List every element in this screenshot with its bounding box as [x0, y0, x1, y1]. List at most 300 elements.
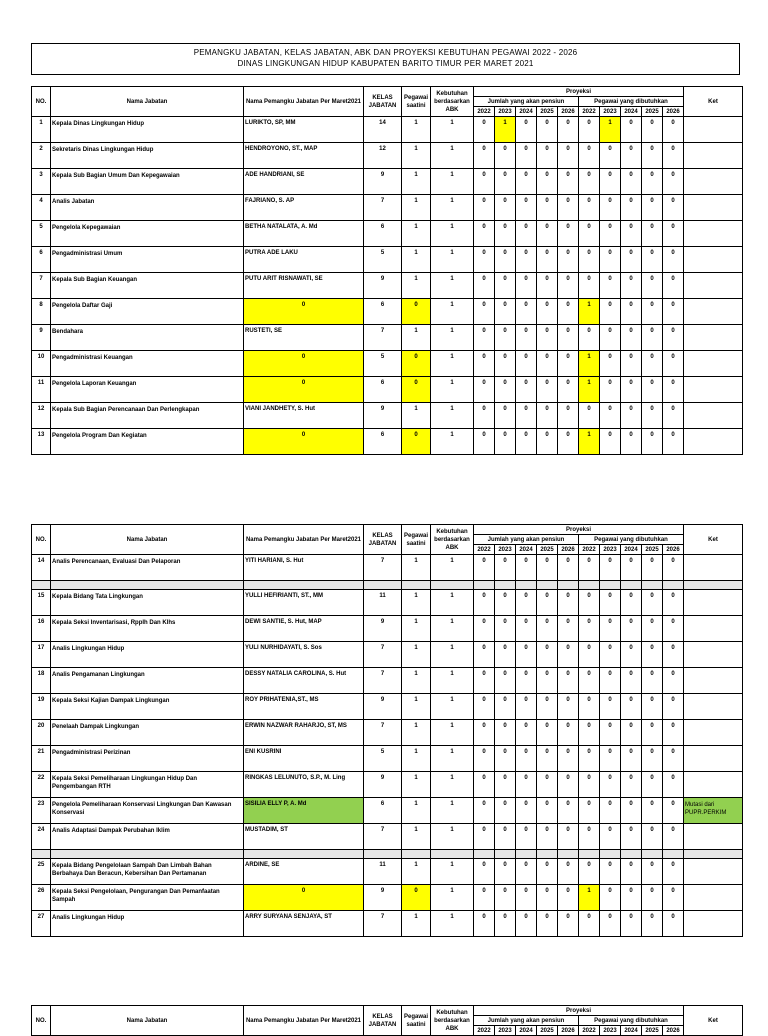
row-pensiun-value: 0 — [558, 351, 579, 377]
row-dibutuhkan-value: 0 — [579, 798, 600, 824]
row-jabatan: Kepala Bidang Pengelolaan Sampah Dan Limbah Bahan Berbahaya Dan Beracun, Kebersihan Dan Pertamanan — [51, 859, 244, 885]
row-pemangku: 0 — [244, 299, 364, 325]
row-pensiun-value: 0 — [516, 377, 537, 403]
header-year: 2023 — [495, 107, 516, 117]
row-dibutuhkan-value: 0 — [642, 746, 663, 772]
row-pegawai: 1 — [402, 195, 431, 221]
row-dibutuhkan-value: 0 — [642, 221, 663, 247]
row-ket — [684, 746, 743, 772]
header-pensiun: Jumlah yang akan pensiun — [474, 97, 579, 107]
row-abk: 1 — [431, 746, 474, 772]
header-year: 2024 — [621, 545, 642, 555]
header-pemangku: Nama Pemangku Jabatan Per Maret2021 — [244, 1006, 364, 1036]
row-ket — [684, 299, 743, 325]
header-kelas: KELAS JABATAN — [364, 1006, 402, 1036]
row-ket — [684, 429, 743, 455]
row-no: 21 — [32, 746, 51, 772]
row-pensiun-value: 0 — [537, 668, 558, 694]
row-pensiun-value: 0 — [474, 555, 495, 581]
row-pegawai: 1 — [402, 642, 431, 668]
row-jabatan: Pengelola Daftar Gaji — [51, 299, 244, 325]
row-dibutuhkan-value: 0 — [642, 247, 663, 273]
row-dibutuhkan-value: 0 — [600, 824, 621, 850]
row-jabatan: Analis Lingkungan Hidup — [51, 911, 244, 937]
row-pensiun-value: 0 — [558, 720, 579, 746]
row-abk: 1 — [431, 169, 474, 195]
header-dibutuhkan: Pegawai yang dibutuhkan — [579, 535, 684, 545]
row-abk: 1 — [431, 247, 474, 273]
row-pensiun-value: 0 — [537, 169, 558, 195]
row-dibutuhkan-value: 0 — [600, 351, 621, 377]
row-dibutuhkan-value: 0 — [663, 117, 684, 143]
header-dibutuhkan: Pegawai yang dibutuhkan — [579, 1016, 684, 1026]
row-dibutuhkan-value: 0 — [600, 694, 621, 720]
table-row — [32, 247, 743, 273]
row-pensiun-value: 0 — [558, 885, 579, 911]
row-dibutuhkan-value: 0 — [579, 911, 600, 937]
row-dibutuhkan-value: 0 — [600, 247, 621, 273]
header-proyeksi: Proyeksi — [474, 87, 684, 97]
row-pegawai: 1 — [402, 169, 431, 195]
row-no: 5 — [32, 221, 51, 247]
row-pegawai: 0 — [402, 429, 431, 455]
row-jabatan: Pengelola Kepegawaian — [51, 221, 244, 247]
row-dibutuhkan-value: 0 — [621, 169, 642, 195]
row-ket — [684, 169, 743, 195]
row-dibutuhkan-value: 0 — [663, 221, 684, 247]
row-dibutuhkan-value: 0 — [579, 403, 600, 429]
table-row — [32, 221, 743, 247]
row-ket — [684, 668, 743, 694]
row-dibutuhkan-value: 0 — [600, 642, 621, 668]
header-kelas: KELAS JABATAN — [364, 525, 402, 555]
row-pensiun-value: 0 — [495, 377, 516, 403]
row-abk: 1 — [431, 859, 474, 885]
row-dibutuhkan-value: 0 — [642, 798, 663, 824]
row-no: 9 — [32, 325, 51, 351]
header-pensiun: Jumlah yang akan pensiun — [474, 535, 579, 545]
row-pegawai: 1 — [402, 616, 431, 642]
row-dibutuhkan-value: 0 — [621, 642, 642, 668]
row-dibutuhkan-value: 0 — [621, 859, 642, 885]
row-pensiun-value: 0 — [516, 273, 537, 299]
row-dibutuhkan-value: 0 — [663, 668, 684, 694]
row-dibutuhkan-value: 0 — [642, 720, 663, 746]
row-dibutuhkan-value: 0 — [621, 590, 642, 616]
header-year: 2025 — [537, 545, 558, 555]
row-jabatan: Kepala Seksi Inventarisasi, Rpplh Dan Klhs — [51, 616, 244, 642]
header-year: 2026 — [663, 107, 684, 117]
row-pensiun-value: 0 — [495, 668, 516, 694]
row-pegawai: 1 — [402, 694, 431, 720]
row-pensiun-value: 0 — [474, 885, 495, 911]
header-no: NO. — [32, 1006, 51, 1036]
row-ket — [684, 616, 743, 642]
row-kelas: 6 — [364, 377, 402, 403]
row-pegawai: 1 — [402, 859, 431, 885]
row-abk: 1 — [431, 694, 474, 720]
row-ket — [684, 143, 743, 169]
row-pemangku: YITI HARIANI, S. Hut — [244, 555, 364, 581]
row-dibutuhkan-value: 0 — [642, 772, 663, 798]
row-dibutuhkan-value: 0 — [579, 143, 600, 169]
row-jabatan: Analis Pengamanan Lingkungan — [51, 668, 244, 694]
row-dibutuhkan-value: 0 — [600, 555, 621, 581]
header-nama-jabatan: Nama Jabatan — [51, 525, 244, 555]
row-pensiun-value: 0 — [537, 642, 558, 668]
row-dibutuhkan-value: 0 — [663, 555, 684, 581]
table-row — [32, 299, 743, 325]
row-dibutuhkan-value: 0 — [579, 273, 600, 299]
row-pensiun-value: 0 — [537, 325, 558, 351]
row-dibutuhkan-value: 0 — [663, 195, 684, 221]
row-no: 23 — [32, 798, 51, 824]
row-pemangku: RUSTETI, SE — [244, 325, 364, 351]
row-pensiun-value: 0 — [537, 429, 558, 455]
header-year: 2024 — [516, 545, 537, 555]
table-row — [32, 273, 743, 299]
row-pensiun-value: 0 — [558, 143, 579, 169]
row-pensiun-value: 0 — [516, 590, 537, 616]
row-pensiun-value: 0 — [558, 694, 579, 720]
row-kelas: 9 — [364, 616, 402, 642]
row-pensiun-value: 0 — [516, 555, 537, 581]
row-dibutuhkan-value: 0 — [579, 555, 600, 581]
row-pensiun-value: 0 — [495, 273, 516, 299]
row-pemangku: 0 — [244, 351, 364, 377]
row-abk: 1 — [431, 351, 474, 377]
row-no: 16 — [32, 616, 51, 642]
row-kelas: 7 — [364, 911, 402, 937]
row-kelas: 9 — [364, 169, 402, 195]
row-pegawai: 1 — [402, 772, 431, 798]
row-dibutuhkan-value: 0 — [600, 772, 621, 798]
row-dibutuhkan-value: 0 — [663, 247, 684, 273]
row-dibutuhkan-value: 0 — [621, 798, 642, 824]
row-dibutuhkan-value: 0 — [642, 642, 663, 668]
row-pensiun-value: 0 — [537, 351, 558, 377]
row-dibutuhkan-value: 1 — [579, 351, 600, 377]
row-abk: 1 — [431, 403, 474, 429]
row-no: 13 — [32, 429, 51, 455]
row-pensiun-value: 0 — [537, 859, 558, 885]
row-dibutuhkan-value: 0 — [579, 247, 600, 273]
row-pemangku: ROY PRIHATENIA,ST., MS — [244, 694, 364, 720]
row-no: 20 — [32, 720, 51, 746]
row-dibutuhkan-value: 0 — [621, 195, 642, 221]
row-pensiun-value: 0 — [495, 590, 516, 616]
row-pensiun-value: 0 — [495, 195, 516, 221]
header-year: 2022 — [579, 1026, 600, 1036]
row-jabatan: Analis Perencanaan, Evaluasi Dan Pelaporan — [51, 555, 244, 581]
row-no: 12 — [32, 403, 51, 429]
row-dibutuhkan-value: 0 — [600, 746, 621, 772]
row-ket — [684, 642, 743, 668]
row-dibutuhkan-value: 0 — [621, 325, 642, 351]
row-dibutuhkan-value: 0 — [642, 911, 663, 937]
row-pegawai: 0 — [402, 885, 431, 911]
row-pensiun-value: 0 — [537, 247, 558, 273]
row-dibutuhkan-value: 0 — [642, 117, 663, 143]
row-pegawai: 1 — [402, 668, 431, 694]
header-abk: Kebutuhan berdasarkan ABK — [431, 87, 474, 117]
row-pensiun-value: 0 — [516, 143, 537, 169]
row-pegawai: 0 — [402, 377, 431, 403]
row-pensiun-value: 0 — [537, 746, 558, 772]
row-pensiun-value: 0 — [495, 798, 516, 824]
row-pensiun-value: 0 — [537, 117, 558, 143]
row-kelas: 7 — [364, 824, 402, 850]
row-dibutuhkan-value: 0 — [621, 824, 642, 850]
row-pensiun-value: 0 — [516, 694, 537, 720]
row-pensiun-value: 0 — [537, 911, 558, 937]
row-kelas: 7 — [364, 195, 402, 221]
header-pegawai: Pegawai saatini — [402, 525, 431, 555]
row-no: 4 — [32, 195, 51, 221]
row-dibutuhkan-value: 0 — [621, 668, 642, 694]
header-ket: Ket — [684, 525, 743, 555]
row-abk: 1 — [431, 221, 474, 247]
row-pensiun-value: 0 — [474, 798, 495, 824]
table-row — [32, 195, 743, 221]
row-pensiun-value: 0 — [558, 169, 579, 195]
row-jabatan: Kepala Sub Bagian Perencanaan Dan Perlengkapan — [51, 403, 244, 429]
report-title — [31, 43, 740, 75]
row-kelas: 11 — [364, 859, 402, 885]
table-row — [32, 668, 743, 694]
row-dibutuhkan-value: 0 — [579, 859, 600, 885]
row-pensiun-value: 0 — [558, 859, 579, 885]
row-dibutuhkan-value: 0 — [663, 143, 684, 169]
row-kelas: 6 — [364, 429, 402, 455]
row-no: 8 — [32, 299, 51, 325]
row-kelas: 14 — [364, 117, 402, 143]
row-pensiun-value: 0 — [516, 195, 537, 221]
row-dibutuhkan-value: 0 — [642, 273, 663, 299]
row-dibutuhkan-value: 0 — [579, 169, 600, 195]
row-pensiun-value: 0 — [516, 117, 537, 143]
row-dibutuhkan-value: 0 — [579, 590, 600, 616]
row-dibutuhkan-value: 0 — [663, 273, 684, 299]
row-ket — [684, 694, 743, 720]
row-dibutuhkan-value: 0 — [600, 590, 621, 616]
header-year: 2025 — [642, 545, 663, 555]
row-no: 2 — [32, 143, 51, 169]
row-abk: 1 — [431, 325, 474, 351]
row-abk: 1 — [431, 117, 474, 143]
row-dibutuhkan-value: 0 — [579, 325, 600, 351]
row-pensiun-value: 0 — [474, 247, 495, 273]
row-pensiun-value: 0 — [516, 885, 537, 911]
table-row — [32, 720, 743, 746]
row-dibutuhkan-value: 0 — [579, 117, 600, 143]
row-kelas: 5 — [364, 247, 402, 273]
position-table-3 — [31, 1005, 743, 1036]
row-ket — [684, 590, 743, 616]
row-dibutuhkan-value: 0 — [663, 694, 684, 720]
row-pensiun-value: 0 — [516, 911, 537, 937]
row-pensiun-value: 0 — [474, 746, 495, 772]
row-abk: 1 — [431, 143, 474, 169]
row-pensiun-value: 0 — [516, 720, 537, 746]
row-no: 11 — [32, 377, 51, 403]
row-no: 22 — [32, 772, 51, 798]
row-dibutuhkan-value: 0 — [579, 746, 600, 772]
row-dibutuhkan-value: 0 — [621, 351, 642, 377]
row-dibutuhkan-value: 0 — [663, 590, 684, 616]
row-pensiun-value: 0 — [537, 403, 558, 429]
row-no: 19 — [32, 694, 51, 720]
row-pensiun-value: 0 — [537, 555, 558, 581]
row-pensiun-value: 0 — [495, 299, 516, 325]
row-pensiun-value: 0 — [516, 299, 537, 325]
row-dibutuhkan-value: 0 — [600, 299, 621, 325]
row-pegawai: 1 — [402, 746, 431, 772]
row-pensiun-value: 0 — [474, 668, 495, 694]
row-pensiun-value: 0 — [537, 616, 558, 642]
row-jabatan: Pengelola Laporan Keuangan — [51, 377, 244, 403]
row-dibutuhkan-value: 0 — [642, 351, 663, 377]
row-dibutuhkan-value: 0 — [621, 555, 642, 581]
row-jabatan: Pengadministrasi Umum — [51, 247, 244, 273]
row-pemangku: ARDINE, SE — [244, 859, 364, 885]
row-dibutuhkan-value: 0 — [600, 885, 621, 911]
header-year: 2023 — [495, 1026, 516, 1036]
row-dibutuhkan-value: 0 — [642, 616, 663, 642]
row-dibutuhkan-value: 0 — [579, 668, 600, 694]
row-pegawai: 1 — [402, 555, 431, 581]
row-jabatan: Kepala Bidang Tata Lingkungan — [51, 590, 244, 616]
position-table-1 — [31, 86, 743, 455]
row-dibutuhkan-value: 0 — [621, 720, 642, 746]
row-pegawai: 1 — [402, 325, 431, 351]
row-dibutuhkan-value: 0 — [621, 911, 642, 937]
title-line-2: DINAS LINGKUNGAN HIDUP KABUPATEN BARITO TIMUR PER MARET 2021 — [237, 59, 534, 68]
row-pensiun-value: 0 — [516, 429, 537, 455]
row-pemangku: VIANI JANDHETY, S. Hut — [244, 403, 364, 429]
row-dibutuhkan-value: 0 — [663, 616, 684, 642]
row-pegawai: 1 — [402, 143, 431, 169]
row-dibutuhkan-value: 0 — [642, 403, 663, 429]
row-pegawai: 1 — [402, 720, 431, 746]
row-dibutuhkan-value: 0 — [621, 885, 642, 911]
header-year: 2023 — [600, 545, 621, 555]
row-pegawai: 1 — [402, 824, 431, 850]
row-dibutuhkan-value: 1 — [579, 299, 600, 325]
row-dibutuhkan-value: 0 — [642, 590, 663, 616]
title-line-1: PEMANGKU JABATAN, KELAS JABATAN, ABK DAN PROYEKSI KEBUTUHAN PEGAWAI 2022 - 2026 — [193, 48, 578, 57]
row-dibutuhkan-value: 0 — [600, 429, 621, 455]
header-ket: Ket — [684, 1006, 743, 1036]
row-pensiun-value: 0 — [495, 403, 516, 429]
header-proyeksi: Proyeksi — [474, 525, 684, 535]
row-pemangku: MUSTADIM, ST — [244, 824, 364, 850]
row-pensiun-value: 0 — [474, 429, 495, 455]
row-pegawai: 1 — [402, 117, 431, 143]
row-no: 17 — [32, 642, 51, 668]
row-dibutuhkan-value: 0 — [579, 772, 600, 798]
row-pemangku: 0 — [244, 429, 364, 455]
row-pensiun-value: 0 — [495, 859, 516, 885]
row-pegawai: 1 — [402, 590, 431, 616]
row-jabatan: Pengadministrasi Keuangan — [51, 351, 244, 377]
row-dibutuhkan-value: 0 — [642, 694, 663, 720]
row-dibutuhkan-value: 0 — [663, 746, 684, 772]
row-dibutuhkan-value: 0 — [600, 720, 621, 746]
row-abk: 1 — [431, 429, 474, 455]
row-dibutuhkan-value: 1 — [600, 117, 621, 143]
row-pegawai: 1 — [402, 911, 431, 937]
row-pensiun-value: 0 — [537, 377, 558, 403]
row-pensiun-value: 0 — [558, 325, 579, 351]
header-pegawai: Pegawai saatini — [402, 87, 431, 117]
row-jabatan: Pengadministrasi Perizinan — [51, 746, 244, 772]
row-dibutuhkan-value: 0 — [579, 642, 600, 668]
row-dibutuhkan-value: 0 — [579, 195, 600, 221]
table-row — [32, 117, 743, 143]
row-ket — [684, 824, 743, 850]
table-row — [32, 694, 743, 720]
table-row — [32, 911, 743, 937]
row-dibutuhkan-value: 0 — [621, 403, 642, 429]
row-pensiun-value: 0 — [558, 555, 579, 581]
header-year: 2026 — [558, 545, 579, 555]
row-pensiun-value: 0 — [558, 911, 579, 937]
row-pemangku: PUTRA ADE LAKU — [244, 247, 364, 273]
row-abk: 1 — [431, 555, 474, 581]
row-ket — [684, 720, 743, 746]
row-no: 10 — [32, 351, 51, 377]
row-pemangku: DEWI SANTIE, S. Hut, MAP — [244, 616, 364, 642]
row-pensiun-value: 0 — [495, 885, 516, 911]
row-dibutuhkan-value: 0 — [642, 169, 663, 195]
header-proyeksi: Proyeksi — [474, 1006, 684, 1016]
row-pensiun-value: 0 — [474, 720, 495, 746]
row-jabatan: Penelaah Dampak Lingkungan — [51, 720, 244, 746]
row-dibutuhkan-value: 0 — [579, 694, 600, 720]
row-pensiun-value: 0 — [474, 299, 495, 325]
header-year: 2022 — [579, 545, 600, 555]
row-dibutuhkan-value: 0 — [642, 429, 663, 455]
row-pemangku: SISILIA ELLY P, A. Md — [244, 798, 364, 824]
row-kelas: 6 — [364, 299, 402, 325]
row-no: 15 — [32, 590, 51, 616]
row-pegawai: 0 — [402, 299, 431, 325]
row-pensiun-value: 0 — [495, 616, 516, 642]
table-row — [32, 642, 743, 668]
row-pensiun-value: 0 — [516, 616, 537, 642]
row-dibutuhkan-value: 0 — [663, 798, 684, 824]
row-jabatan: Analis Jabatan — [51, 195, 244, 221]
row-abk: 1 — [431, 273, 474, 299]
row-pensiun-value: 0 — [558, 616, 579, 642]
row-no: 1 — [32, 117, 51, 143]
row-jabatan: Pengelola Pemeliharaan Konservasi Lingkungan Dan Kawasan Konservasi — [51, 798, 244, 824]
row-pensiun-value: 0 — [516, 746, 537, 772]
row-pemangku: HENDROYONO, ST., MAP — [244, 143, 364, 169]
row-dibutuhkan-value: 0 — [621, 429, 642, 455]
row-pensiun-value: 0 — [537, 299, 558, 325]
row-pemangku: 0 — [244, 885, 364, 911]
header-year: 2026 — [663, 545, 684, 555]
row-pemangku: YULLI HEFIRIANTI, ST., MM — [244, 590, 364, 616]
row-pensiun-value: 0 — [495, 221, 516, 247]
header-year: 2022 — [579, 107, 600, 117]
row-pensiun-value: 0 — [558, 377, 579, 403]
row-pensiun-value: 0 — [537, 590, 558, 616]
row-pemangku: ARRY SURYANA SENJAYA, ST — [244, 911, 364, 937]
table-row — [32, 555, 743, 581]
